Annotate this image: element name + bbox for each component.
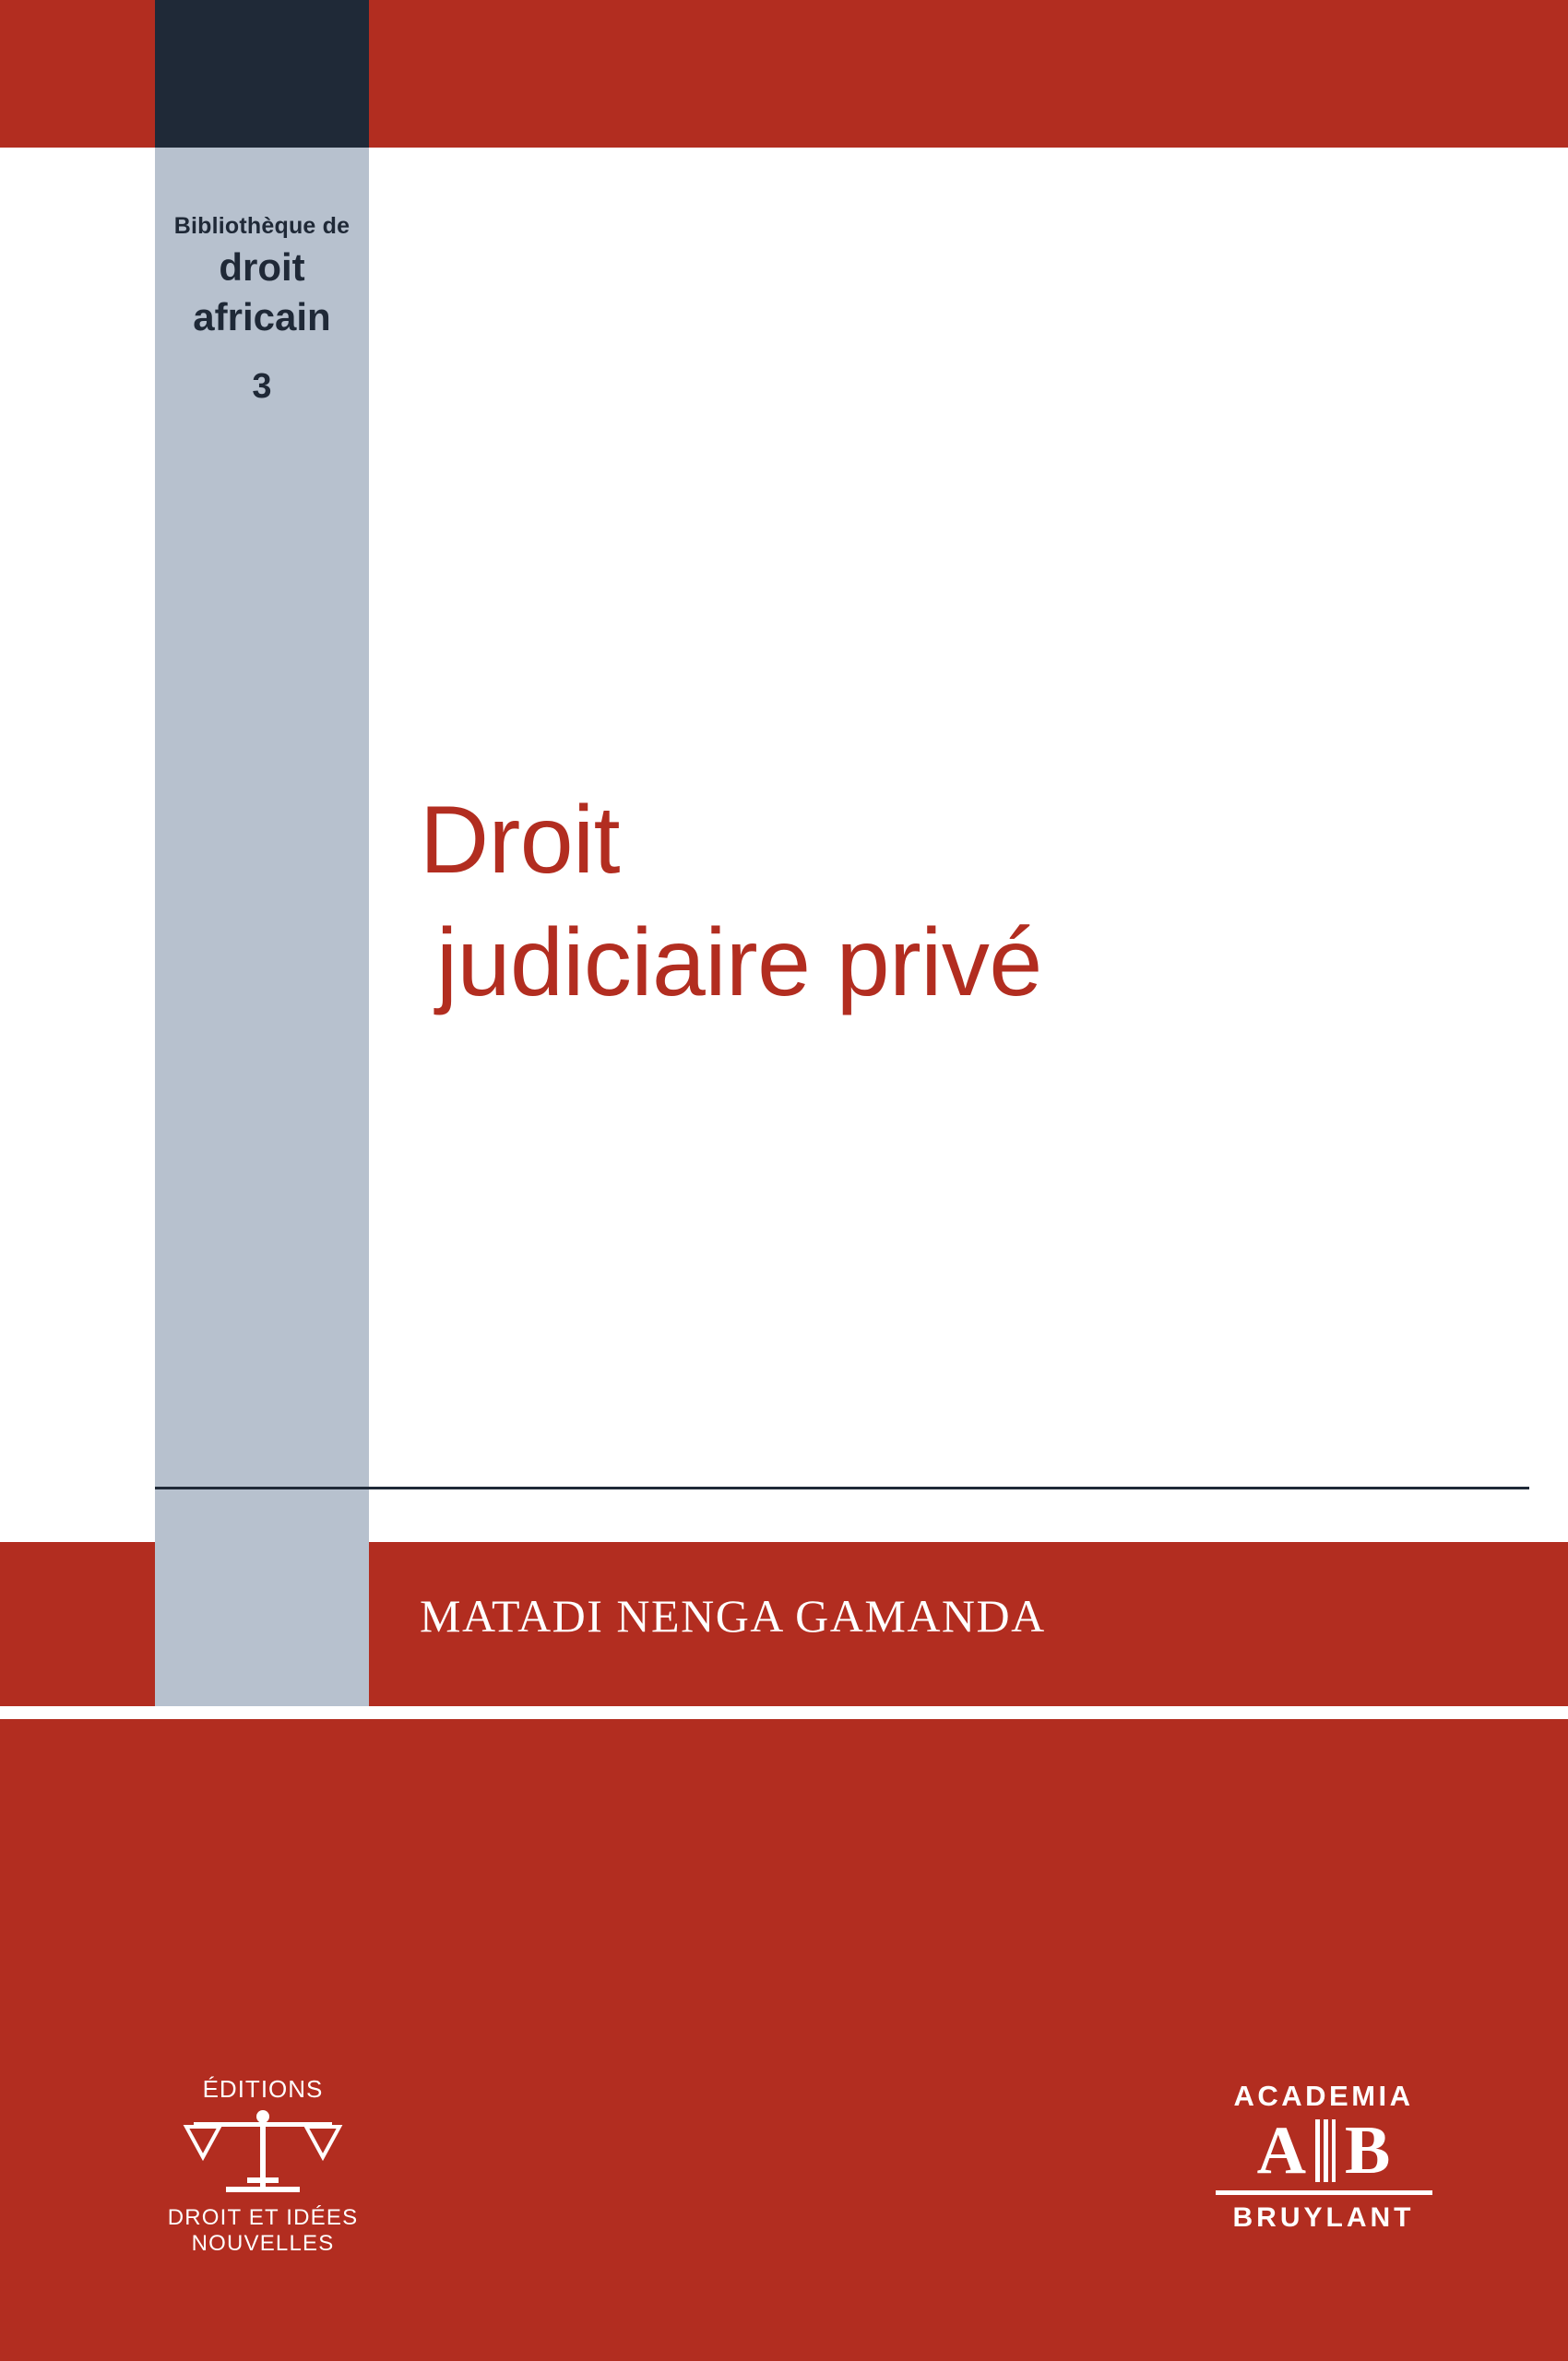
publisher-imprint-label: BRUYLANT (1232, 2202, 1415, 2233)
band-separator (0, 1706, 1568, 1719)
series-line-3: africain (193, 294, 331, 338)
monogram-letter-b: B (1345, 2113, 1391, 2189)
series-line-2: droit (219, 245, 305, 290)
monogram-bars-icon (1315, 2119, 1336, 2182)
publisher-editions-label: ÉDITIONS (202, 2075, 324, 2103)
book-title (420, 779, 1480, 1025)
author-band-series-column (155, 1542, 369, 1706)
series-line-1: Bibliothèque de (173, 213, 350, 239)
ab-monogram (1185, 2113, 1462, 2189)
top-navy-block (155, 0, 369, 148)
title-divider-rule (155, 1487, 1529, 1489)
publisher-slogan: DROIT ET IDÉES NOUVELLES (167, 2205, 359, 2256)
series-number: 3 (252, 367, 272, 407)
scales-of-justice-icon (111, 2109, 415, 2201)
title-line-2: judiciaire privé (436, 909, 1042, 1017)
series-label (155, 212, 369, 407)
author-name: MATADI NENGA GAMANDA (420, 1590, 1046, 1642)
publisher-academia-label: ACADEMIA (1233, 2080, 1414, 2112)
publisher-logo-left (111, 2075, 415, 2257)
publisher-logo-right (1185, 2080, 1462, 2234)
bottom-red-field (0, 1719, 1568, 2361)
monogram-underline (1216, 2190, 1432, 2195)
monogram-letter-a: A (1256, 2113, 1307, 2189)
title-line-1: Droit (420, 787, 621, 894)
